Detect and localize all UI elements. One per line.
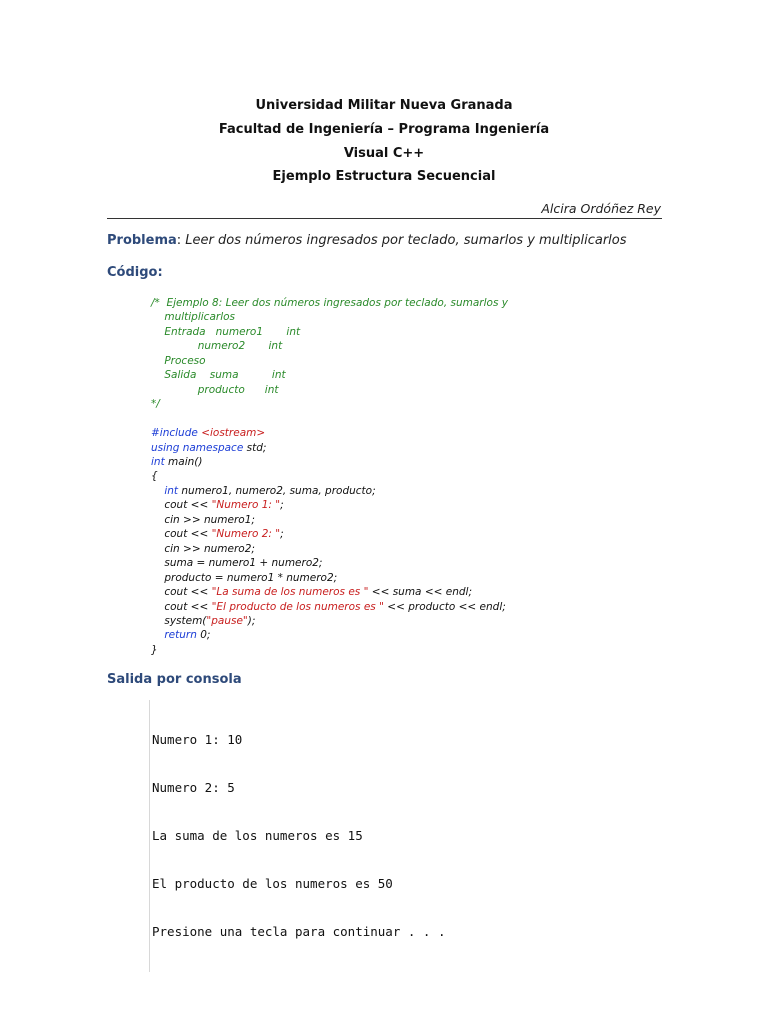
code-cout-line: cout <<	[151, 499, 212, 512]
code-string: "La suma de los numeros es "	[211, 586, 369, 599]
code-comment-line: Entrada numero1 int	[151, 325, 301, 338]
code-string: "pause"	[206, 614, 248, 627]
code-cin-line: cin >> numero2;	[151, 542, 255, 555]
code-cout-line: cout <<	[151, 586, 212, 599]
code-cout-end: ;	[280, 528, 284, 541]
faculty-title: Facultad de Ingeniería – Programa Ingeniería	[218, 122, 550, 137]
code-cout-line: cout <<	[151, 600, 212, 613]
code-comment-line: */	[151, 398, 160, 411]
code-comment-line: multiplicarlos	[151, 311, 236, 324]
console-output	[149, 700, 446, 972]
code-comment-line: producto int	[151, 383, 279, 396]
code-suma-line: suma = numero1 + numero2;	[151, 557, 323, 570]
code-comment-line: Salida suma int	[151, 369, 286, 382]
author-name: Alcira Ordóñez Rey	[541, 201, 661, 216]
console-line: Numero 1: 10	[152, 732, 243, 747]
console-line: El producto de los numeros es 50	[152, 876, 393, 891]
problem-label: Problema	[107, 233, 177, 248]
code-listing	[151, 296, 508, 657]
code-include-directive: #include	[151, 427, 198, 440]
code-string: "Numero 2: "	[211, 528, 281, 541]
code-string: "El producto de los numeros es "	[211, 600, 384, 613]
course-title: Visual C++	[343, 146, 425, 161]
console-line: La suma de los numeros es 15	[152, 828, 363, 843]
problem-text: Leer dos números ingresados por teclado, sumarlos y multiplicarlos	[185, 233, 627, 248]
console-heading: Salida por consola	[107, 672, 242, 687]
code-string: "Numero 1: "	[211, 499, 281, 512]
code-using-keyword: using namespace	[151, 441, 244, 454]
code-include-file: <iostream>	[201, 427, 266, 440]
code-decl-rest: numero1, numero2, suma, producto;	[178, 484, 376, 497]
code-producto-line: producto = numero1 * numero2;	[151, 571, 338, 584]
example-title: Ejemplo Estructura Secuencial	[272, 169, 496, 184]
code-decl-keyword: int	[164, 484, 179, 497]
code-close-brace: }	[151, 643, 158, 656]
console-line: Numero 2: 5	[152, 780, 235, 795]
problem-statement	[107, 233, 627, 248]
code-return-keyword: return	[164, 629, 197, 642]
code-comment-line: Proceso	[151, 354, 206, 367]
header-divider	[107, 218, 662, 219]
code-open-brace: {	[151, 470, 158, 483]
code-main-rest: main()	[164, 455, 203, 468]
code-system-end: );	[247, 614, 256, 627]
university-title: Universidad Militar Nueva Granada	[255, 98, 513, 113]
console-line: Presione una tecla para continuar . . .	[152, 924, 446, 939]
code-heading: Código:	[107, 265, 163, 280]
code-main-keyword: int	[151, 455, 165, 468]
problem-separator: :	[176, 233, 186, 248]
code-return-rest: 0;	[196, 629, 211, 642]
code-cout-end: << producto << endl;	[383, 600, 506, 613]
code-comment-line: numero2 int	[151, 340, 283, 353]
code-using-rest: std;	[243, 441, 267, 454]
code-system-line: system(	[151, 614, 207, 627]
code-cout-end: << suma << endl;	[368, 586, 473, 599]
code-cout-line: cout <<	[151, 528, 212, 541]
code-comment-line: /* Ejemplo 8: Leer dos números ingresados por teclado, sumarlos y	[151, 297, 508, 309]
code-cin-line: cin >> numero1;	[151, 513, 255, 526]
code-cout-end: ;	[280, 499, 284, 512]
